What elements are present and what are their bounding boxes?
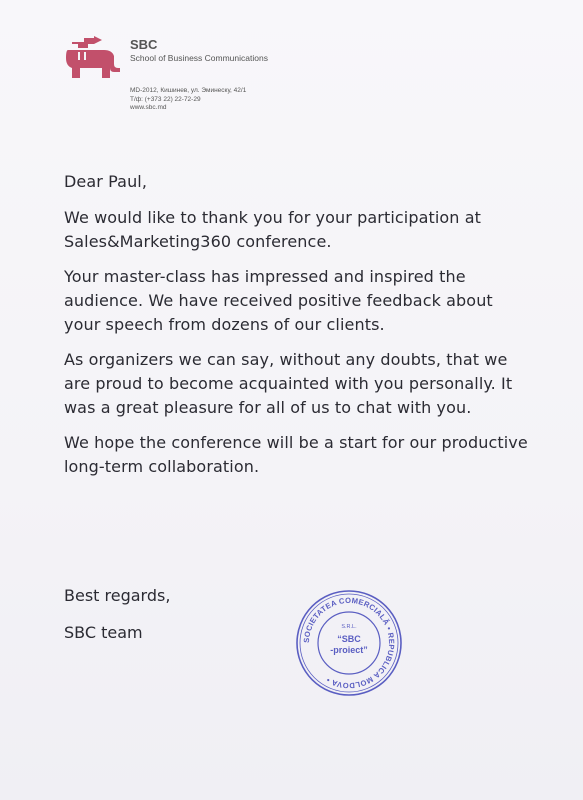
paragraph-organizers: As organizers we can say, without any doubts, that we are proud to become acquainted with you personally. It was a great pleasure for all of us to chat with you. xyxy=(64,350,513,417)
stamp-top-text: S.R.L. xyxy=(341,624,357,630)
website-line: www.sbc.md xyxy=(130,104,167,111)
brand-name: SBC xyxy=(130,37,158,52)
signature: SBC team xyxy=(64,623,143,642)
company-stamp xyxy=(294,588,404,698)
phone-line: Т/ф: (+373 22) 22-72-29 xyxy=(130,95,201,103)
paragraph-feedback: Your master-class has impressed and inspired the audience. We have received positive feedback about your speech from dozens of our clients. xyxy=(64,267,493,334)
closing: Best regards, xyxy=(64,586,171,605)
letter-body xyxy=(64,170,534,490)
stamp-center-line-2: -proiect” xyxy=(330,645,368,655)
elephant-logo-icon xyxy=(64,34,122,82)
paragraph-thanks: We would like to thank you for your participation at Sales&Marketing360 conference. xyxy=(64,208,481,251)
brand-subtitle: School of Business Communications xyxy=(130,53,268,63)
stamp-ring-text: SOCIETATEA COMERCIALĂ • REPUBLICA MOLDOVA • xyxy=(301,595,397,691)
sign-off xyxy=(64,584,170,658)
stamp-center-line-1: “SBC xyxy=(337,634,361,644)
paragraph-collaboration: We hope the conference will be a start for our productive long-term collaboration. xyxy=(64,433,528,476)
greeting: Dear Paul, xyxy=(64,172,148,191)
contact-details xyxy=(130,87,246,113)
brand-block xyxy=(130,38,268,64)
address-line: MD-2012, Кишинев, ул. Эминеску, 42/1 xyxy=(130,87,247,94)
